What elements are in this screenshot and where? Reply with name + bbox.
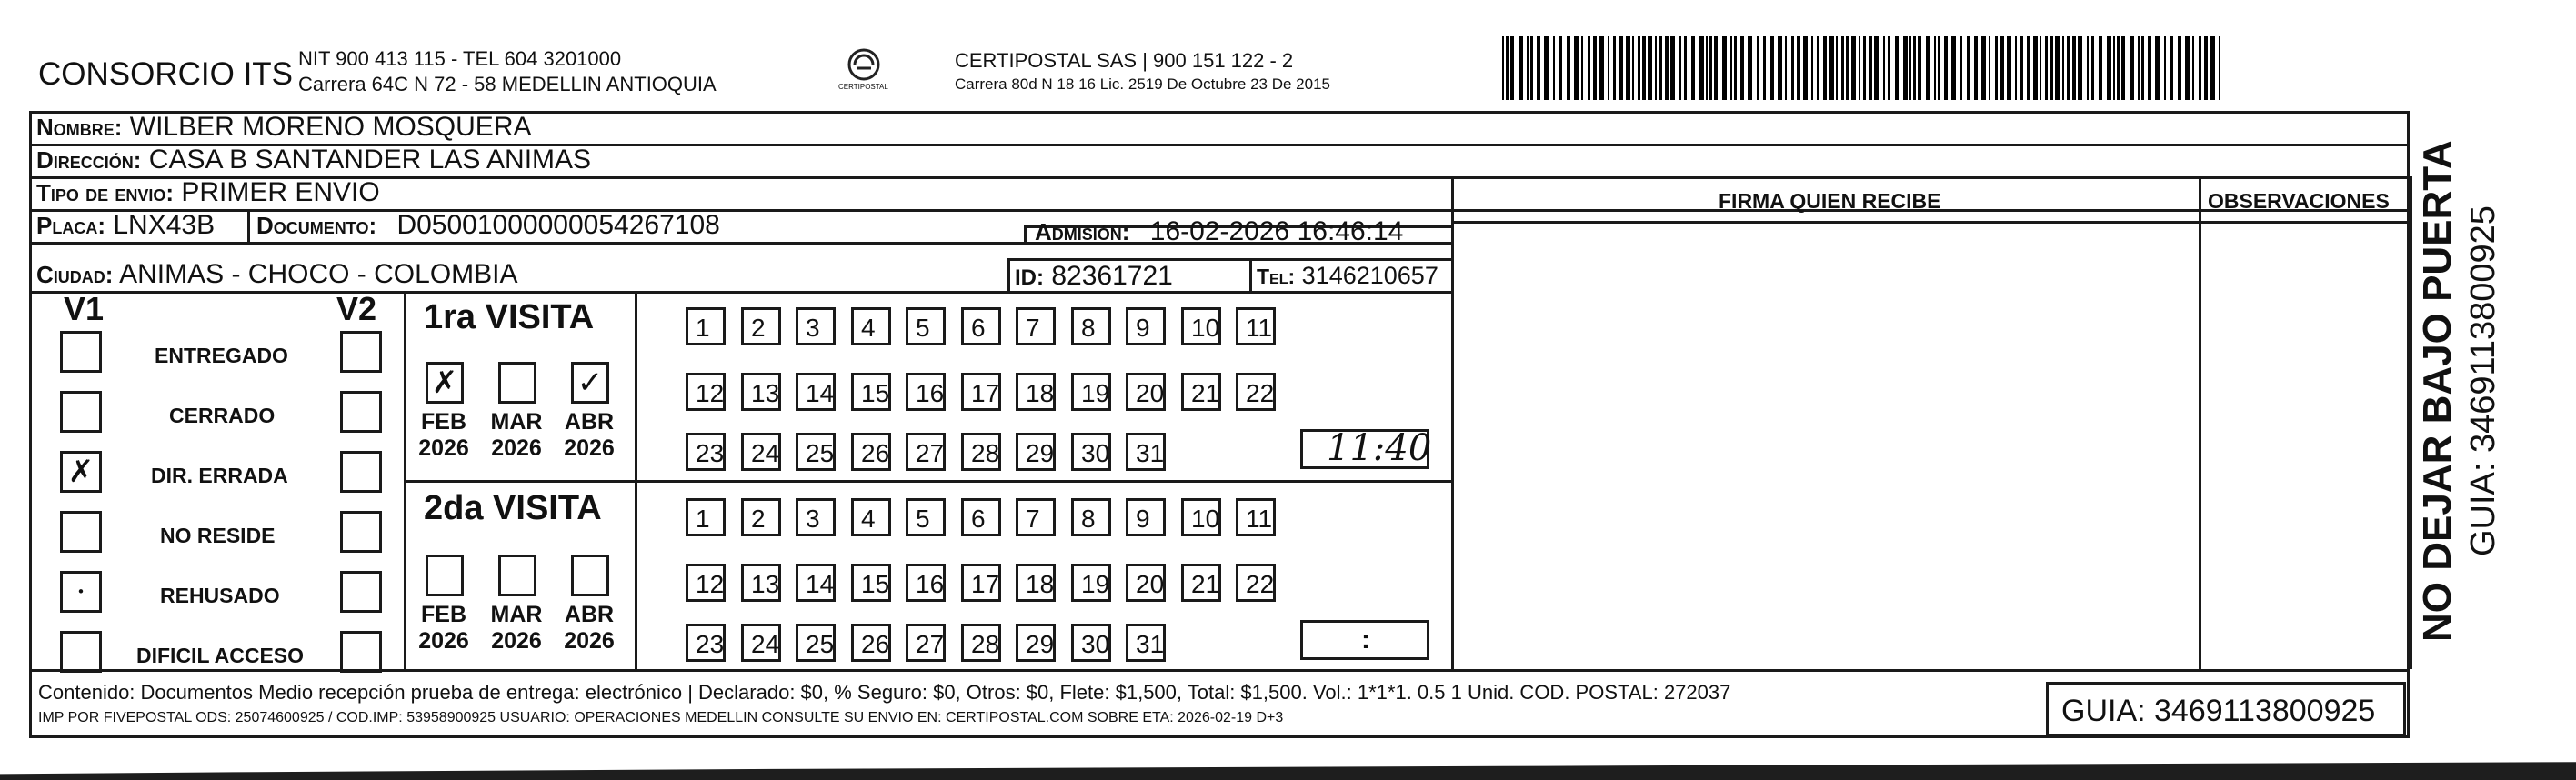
barcode-bar	[2072, 36, 2076, 100]
no-dejar-bajo-puerta: NO DEJAR BAJO PUERTA	[2415, 140, 2460, 642]
day-box[interactable]: 13	[741, 373, 781, 411]
barcode-bar	[2067, 36, 2070, 100]
barcode-bar	[1519, 36, 1523, 100]
barcode-bar	[2210, 36, 2215, 100]
month-year: 2026	[418, 627, 469, 654]
barcode-bar	[1797, 36, 1800, 100]
id-row	[1015, 263, 1173, 290]
day-box[interactable]: 30	[1071, 433, 1111, 471]
barcode-bar	[1537, 36, 1540, 100]
barcode-bar	[2040, 36, 2041, 100]
month-label	[553, 602, 626, 655]
placa-label: Placa:	[36, 212, 105, 239]
v1-checkbox[interactable]	[60, 391, 102, 433]
day-box[interactable]: 1	[686, 307, 726, 345]
v1-checkbox[interactable]	[60, 511, 102, 553]
barcode-bar	[1527, 36, 1529, 100]
status-label: ENTREGADO	[155, 344, 288, 367]
barcode-bar	[1823, 36, 1827, 100]
barcode-bar	[2130, 36, 2134, 100]
month-name: MAR	[490, 602, 543, 627]
barcode-bar	[1785, 36, 1787, 100]
company-name: CONSORCIO ITS	[38, 56, 294, 92]
barcode-bar	[1722, 36, 1727, 100]
day-box[interactable]: 4	[851, 307, 891, 345]
v2-checkbox[interactable]	[340, 391, 382, 433]
barcode-bar	[1544, 36, 1549, 100]
barcode-bar	[2219, 36, 2220, 100]
month-name: ABR	[564, 409, 615, 435]
barcode-bar	[2015, 36, 2017, 100]
month-year: 2026	[564, 435, 615, 461]
month-label	[553, 409, 626, 462]
status-label: DIFICIL ACCESO	[136, 644, 305, 667]
barcode-bar	[1706, 36, 1708, 100]
barcode-bar	[1567, 36, 1570, 100]
barcode-bar	[2078, 36, 2082, 100]
barcode-bar	[1763, 36, 1766, 100]
barcode-bar	[1981, 36, 1986, 100]
barcode-bar	[1846, 36, 1849, 100]
barcode-bar	[1817, 36, 1819, 100]
v2-checkbox[interactable]	[340, 631, 382, 673]
v2-checkbox[interactable]	[340, 331, 382, 373]
page-bottom-edge	[0, 760, 2576, 780]
barcode-bar	[1632, 36, 1634, 100]
day-box[interactable]: 23	[686, 624, 726, 662]
day-box[interactable]: 16	[906, 564, 946, 602]
documento-value: D05001000000054267108	[396, 210, 720, 240]
month-checkbox[interactable]: ✓	[571, 362, 609, 404]
day-box[interactable]: 17	[961, 373, 1001, 411]
barcode-bar	[1740, 36, 1744, 100]
barcode-bar	[1613, 36, 1616, 100]
barcode-bar	[2107, 36, 2111, 100]
day-box[interactable]: 4	[851, 498, 891, 536]
placa-value: LNX43B	[113, 210, 216, 240]
day-box[interactable]: 28	[961, 433, 1001, 471]
barcode-bar	[1926, 36, 1930, 100]
barcode-bar	[1888, 36, 1890, 100]
barcode-bar	[1757, 36, 1759, 100]
month-year: 2026	[418, 435, 469, 461]
barcode-bar	[1989, 36, 1990, 100]
visit2-time: :	[1361, 625, 1370, 655]
v1-checkbox[interactable]	[60, 331, 102, 373]
month-label	[407, 602, 480, 655]
barcode-bar	[1588, 36, 1590, 100]
day-box[interactable]: 10	[1181, 307, 1221, 345]
barcode-bar	[1791, 36, 1794, 100]
day-box[interactable]: 6	[961, 498, 1001, 536]
day-box[interactable]: 9	[1126, 498, 1166, 536]
day-box[interactable]: 19	[1071, 373, 1111, 411]
barcode-bar	[2121, 36, 2125, 100]
guia-box	[2046, 682, 2406, 736]
month-name: MAR	[490, 409, 543, 435]
side-guia: GUIA: 3469113800925	[2464, 205, 2502, 556]
tel-value: 3146210657	[1301, 262, 1438, 289]
barcode-bar	[1559, 36, 1562, 100]
barcode-bar	[1951, 36, 1956, 100]
barcode-bar	[2141, 36, 2144, 100]
day-box[interactable]: 5	[906, 498, 946, 536]
admision-label: Admisión:	[1035, 218, 1130, 245]
certipostal-logo	[837, 45, 891, 91]
visit1-title: 1ra VISITA	[424, 298, 595, 336]
firma-area[interactable]	[1455, 224, 2197, 667]
barcode-bar	[1599, 36, 1604, 100]
barcode-bar	[2185, 36, 2190, 100]
visit1-time: 11:40	[1327, 427, 1432, 469]
barcode-bar	[1608, 36, 1609, 100]
barcode-bar	[2155, 36, 2160, 100]
barcode-bar	[1665, 36, 1669, 100]
barcode-bar	[1863, 36, 1866, 100]
day-box[interactable]: 23	[686, 433, 726, 471]
day-box[interactable]: 12	[686, 564, 726, 602]
status-label: NO RESIDE	[160, 524, 276, 547]
barcode-bar	[2170, 36, 2173, 100]
day-box[interactable]: 9	[1126, 307, 1166, 345]
status-label: REHUSADO	[160, 584, 280, 607]
day-box[interactable]: 18	[1016, 373, 1056, 411]
day-box[interactable]: 2	[741, 498, 781, 536]
v1-header: V1	[64, 290, 105, 327]
barcode-bar	[2178, 36, 2181, 100]
barcode-bar	[1938, 36, 1940, 100]
barcode-bar	[1918, 36, 1921, 100]
day-box[interactable]: 10	[1181, 498, 1221, 536]
certipostal-line: CERTIPOSTAL SAS | 900 151 122 - 2	[955, 49, 1294, 72]
barcode-bar	[2117, 36, 2120, 100]
status-label: DIR. ERRADA	[151, 464, 288, 487]
month-label	[480, 409, 553, 462]
day-box[interactable]: 20	[1126, 373, 1166, 411]
month-name: ABR	[564, 602, 615, 627]
day-box[interactable]: 7	[1016, 498, 1056, 536]
v1-checkbox[interactable]: ·	[60, 571, 102, 613]
barcode-bar	[1530, 36, 1533, 100]
barcode-bar	[2204, 36, 2208, 100]
v1-checkbox[interactable]	[60, 631, 102, 673]
barcode-bar	[1619, 36, 1623, 100]
barcode-bar	[1770, 36, 1774, 100]
month-year: 2026	[491, 435, 542, 461]
v2-header: V2	[336, 290, 377, 327]
barcode-bar	[1811, 36, 1813, 100]
barcode-bar	[2164, 36, 2166, 100]
barcode-bar	[1730, 36, 1732, 100]
month-label	[480, 602, 553, 655]
barcode-bar	[1506, 36, 1509, 100]
barcode-graphic	[1502, 36, 2224, 100]
day-box[interactable]: 27	[906, 624, 946, 662]
barcode-bar	[2099, 36, 2102, 100]
tel-row	[1257, 264, 1438, 288]
barcode-bar	[1648, 36, 1652, 100]
barcode-bar	[1913, 36, 1916, 100]
day-box[interactable]: 12	[686, 373, 726, 411]
ciudad-label: Ciudad:	[36, 261, 114, 288]
firma-header: FIRMA QUIEN RECIBE	[1719, 189, 1941, 213]
day-box[interactable]: 20	[1126, 564, 1166, 602]
month-checkbox[interactable]	[498, 555, 536, 596]
barcode-bar	[1679, 36, 1681, 100]
day-box[interactable]: 14	[796, 373, 836, 411]
barcode-bar	[1874, 36, 1879, 100]
day-box[interactable]: 5	[906, 307, 946, 345]
barcode-bar	[1574, 36, 1579, 100]
day-box[interactable]: 29	[1016, 433, 1056, 471]
barcode-bar	[1803, 36, 1808, 100]
tipo-label: Tipo de envio:	[36, 179, 175, 206]
barcode-bar	[2055, 36, 2060, 100]
day-box[interactable]: 24	[741, 433, 781, 471]
barcode-bar	[1626, 36, 1630, 100]
day-box[interactable]: 3	[796, 498, 836, 536]
barcode-bar	[1502, 36, 1504, 100]
v2-checkbox[interactable]	[340, 451, 382, 493]
barcode-bar	[1670, 36, 1675, 100]
day-box[interactable]: 25	[796, 433, 836, 471]
placa-row	[36, 212, 215, 239]
footer-contenido: Contenido: Documentos Medio recepción prueba de entrega: electrónico | Declarado: $0, % Seguro: $0, Otros: $0, Flete: $1,500, Total: $1,500. Vol.: 1*1*1. 0.5 1 Unid. COD. POSTAL: 272037	[38, 681, 1731, 704]
month-checkbox[interactable]	[571, 555, 609, 596]
observaciones-area[interactable]	[2202, 224, 2408, 667]
barcode-bar	[2087, 36, 2089, 100]
barcode-bar	[2148, 36, 2151, 100]
id-label: ID:	[1015, 265, 1044, 290]
day-box[interactable]: 27	[906, 433, 946, 471]
barcode-bar	[1581, 36, 1583, 100]
barcode-bar	[2027, 36, 2030, 100]
barcode-bar	[1903, 36, 1908, 100]
day-box[interactable]: 15	[851, 373, 891, 411]
barcode-bar	[2020, 36, 2023, 100]
observaciones-header: OBSERVACIONES	[2208, 189, 2390, 213]
barcode-bar	[2091, 36, 2094, 100]
tipo-value: PRIMER ENVIO	[181, 177, 380, 207]
day-box[interactable]: 30	[1071, 624, 1111, 662]
month-year: 2026	[564, 627, 615, 654]
barcode-bar	[1934, 36, 1936, 100]
nombre-label: Nombre:	[36, 114, 123, 141]
barcode-bar	[1699, 36, 1704, 100]
license-line: Carrera 80d N 18 16 Lic. 2519 De Octubre 23 De 2015	[955, 75, 1330, 93]
barcode-bar	[1841, 36, 1844, 100]
day-box[interactable]: 28	[961, 624, 1001, 662]
day-box[interactable]: 21	[1181, 564, 1221, 602]
day-box[interactable]: 17	[961, 564, 1001, 602]
barcode-bar	[1714, 36, 1718, 100]
month-name: FEB	[421, 409, 466, 435]
month-label	[407, 409, 480, 462]
barcode-bar	[1655, 36, 1657, 100]
barcode-bar	[1553, 36, 1555, 100]
address-line: Carrera 64C N 72 - 58 MEDELLIN ANTIOQUIA	[298, 73, 717, 95]
tel-label: Tel:	[1257, 265, 1296, 288]
documento-label: Documento:	[256, 212, 377, 239]
barcode-bar	[1748, 36, 1752, 100]
ciudad-row	[36, 261, 518, 288]
barcode-bar	[1869, 36, 1872, 100]
barcode	[1502, 36, 2224, 100]
day-box[interactable]: 25	[796, 624, 836, 662]
visit1-time-box[interactable]	[1300, 427, 1432, 469]
barcode-bar	[2033, 36, 2038, 100]
day-box[interactable]: 21	[1181, 373, 1221, 411]
barcode-bar	[1960, 36, 1962, 100]
documento-row	[256, 212, 720, 239]
barcode-bar	[1691, 36, 1695, 100]
barcode-bar	[1895, 36, 1899, 100]
day-box[interactable]: 14	[796, 564, 836, 602]
barcode-bar	[2000, 36, 2004, 100]
day-box[interactable]: 19	[1071, 564, 1111, 602]
visit2-title: 2da VISITA	[424, 489, 602, 527]
footer-imp-line: IMP POR FIVEPOSTAL ODS: 25074600925 / COD.IMP: 53958900925 USUARIO: OPERACIONES MEDELLIN CONSULTE SU ENVIO EN: CERTIPOSTAL.COM SOBRE ETA: 2026-02-19 D+3	[38, 710, 1284, 725]
barcode-bar	[1883, 36, 1885, 100]
day-box[interactable]: 22	[1236, 564, 1276, 602]
day-box[interactable]: 8	[1071, 307, 1111, 345]
day-box[interactable]: 11	[1236, 307, 1276, 345]
barcode-bar	[1638, 36, 1640, 100]
barcode-bar	[1974, 36, 1978, 100]
ciudad-value: ANIMAS - CHOCO - COLOMBIA	[119, 259, 518, 289]
day-box[interactable]: 24	[741, 624, 781, 662]
barcode-bar	[1510, 36, 1514, 100]
day-box[interactable]: 11	[1236, 498, 1276, 536]
id-value: 82361721	[1051, 261, 1173, 291]
month-checkbox[interactable]	[498, 362, 536, 404]
nombre-row	[36, 114, 532, 141]
barcode-bar	[2113, 36, 2115, 100]
barcode-bar	[2050, 36, 2053, 100]
v2-checkbox[interactable]	[340, 571, 382, 613]
direccion-label: Dirección:	[36, 146, 142, 174]
v1-checkbox[interactable]: ✗	[60, 451, 102, 493]
day-box[interactable]: 1	[686, 498, 726, 536]
barcode-bar	[1593, 36, 1597, 100]
day-box[interactable]: 31	[1126, 624, 1166, 662]
day-box[interactable]: 18	[1016, 564, 1056, 602]
month-name: FEB	[421, 602, 466, 627]
certipostal-logo-icon	[837, 45, 891, 84]
nombre-value: WILBER MORENO MOSQUERA	[129, 112, 532, 142]
logo-caption: CERTIPOSTAL	[838, 83, 888, 91]
barcode-bar	[1859, 36, 1860, 100]
barcode-bar	[1836, 36, 1838, 100]
admision-value: 16-02-2026 16:46:14	[1149, 216, 1404, 246]
v2-checkbox[interactable]	[340, 511, 382, 553]
day-box[interactable]: 31	[1126, 433, 1166, 471]
barcode-bar	[2007, 36, 2011, 100]
barcode-bar	[1709, 36, 1712, 100]
barcode-bar	[1944, 36, 1948, 100]
barcode-bar	[2192, 36, 2194, 100]
day-box[interactable]: 22	[1236, 373, 1276, 411]
barcode-bar	[1684, 36, 1687, 100]
day-box[interactable]: 8	[1071, 498, 1111, 536]
day-box[interactable]: 7	[1016, 307, 1056, 345]
guia-box-text: GUIA: 3469113800925	[2061, 694, 2376, 728]
day-box[interactable]: 15	[851, 564, 891, 602]
nit-line: NIT 900 413 115 - TEL 604 3201000	[298, 47, 622, 70]
barcode-bar	[2062, 36, 2064, 100]
barcode-bar	[1778, 36, 1782, 100]
barcode-bar	[2138, 36, 2140, 100]
status-label: CERRADO	[169, 404, 276, 427]
barcode-bar	[2199, 36, 2201, 100]
barcode-bar	[1851, 36, 1856, 100]
day-box[interactable]: 2	[741, 307, 781, 345]
barcode-bar	[1642, 36, 1646, 100]
barcode-bar	[1995, 36, 1998, 100]
day-box[interactable]: 29	[1016, 624, 1056, 662]
month-checkbox[interactable]	[426, 555, 464, 596]
direccion-row	[36, 146, 591, 174]
barcode-bar	[1909, 36, 1911, 100]
direccion-value: CASA B SANTANDER LAS ANIMAS	[148, 145, 592, 175]
barcode-bar	[1659, 36, 1662, 100]
day-box[interactable]: 26	[851, 433, 891, 471]
day-box[interactable]: 3	[796, 307, 836, 345]
month-year: 2026	[491, 627, 542, 654]
barcode-bar	[2045, 36, 2048, 100]
day-box[interactable]: 16	[906, 373, 946, 411]
admision-row	[1035, 218, 1403, 245]
day-box[interactable]: 6	[961, 307, 1001, 345]
visit2-time-box[interactable]	[1300, 620, 1429, 660]
day-box[interactable]: 13	[741, 564, 781, 602]
month-checkbox[interactable]: ✗	[426, 362, 464, 404]
barcode-bar	[1967, 36, 1970, 100]
barcode-bar	[1829, 36, 1834, 100]
tipo-row	[36, 179, 380, 206]
day-box[interactable]: 26	[851, 624, 891, 662]
barcode-bar	[1734, 36, 1737, 100]
